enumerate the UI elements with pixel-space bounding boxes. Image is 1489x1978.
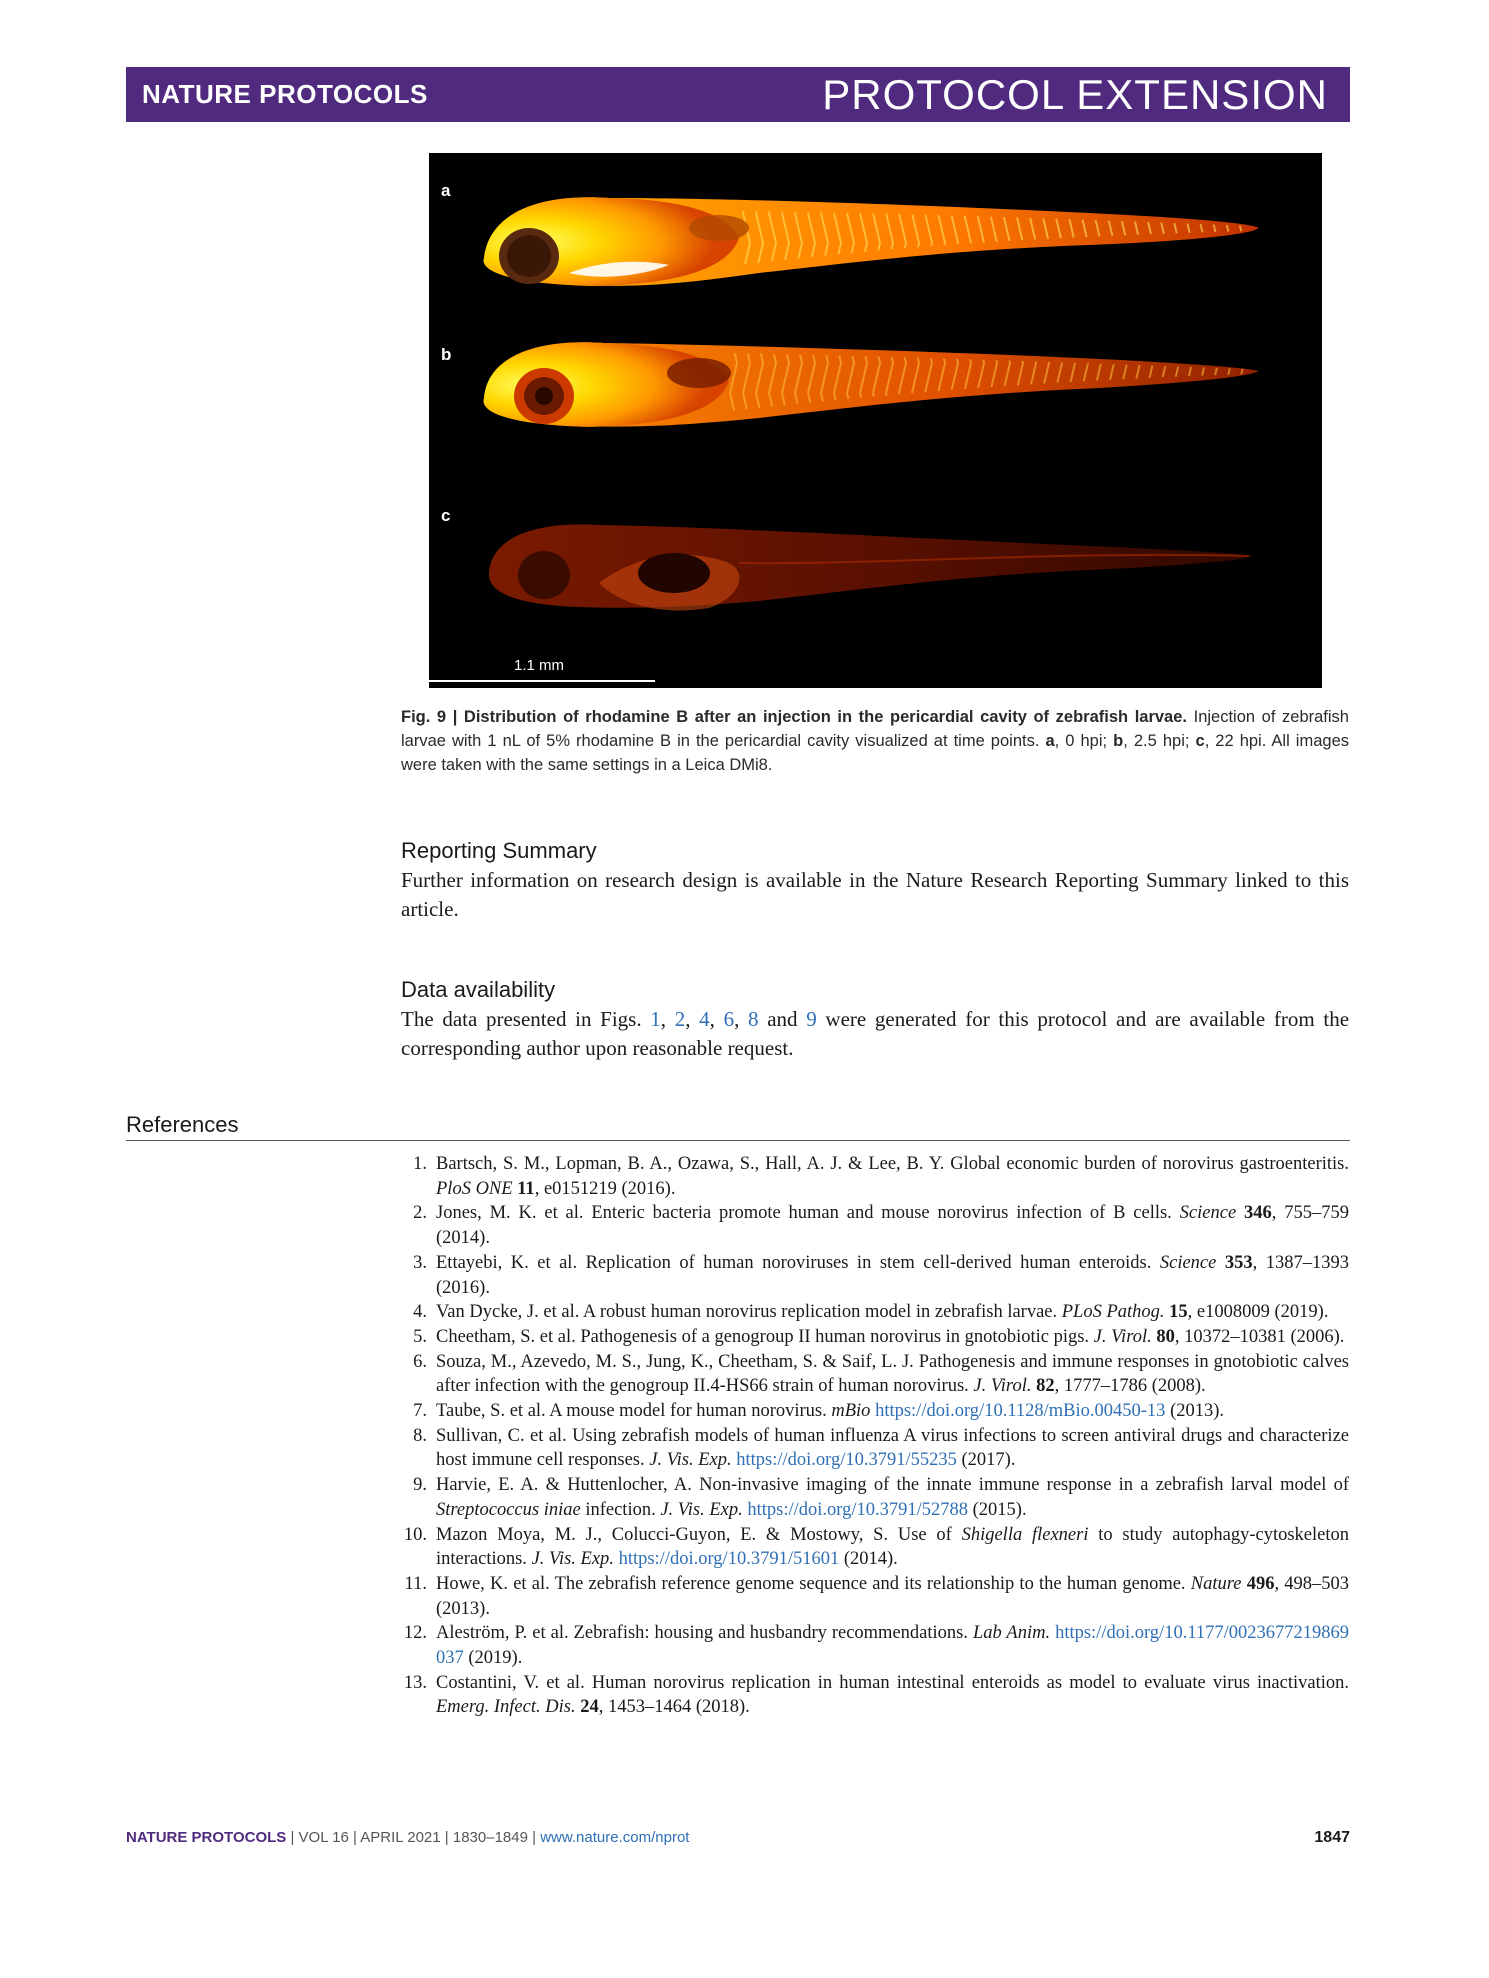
reference-item: [395, 1399, 1349, 1424]
reference-journal: J. Vis. Exp.: [531, 1549, 614, 1570]
reference-rest: (2013).: [1165, 1401, 1225, 1422]
references-heading: References: [126, 1112, 239, 1137]
data-availability-text: [401, 1005, 1349, 1063]
footer-separator: |: [444, 1829, 449, 1846]
reference-rest: , 755–759 (2014).: [436, 1203, 1350, 1249]
larva-c: [489, 524, 1254, 610]
reference-number: 1.: [413, 1154, 427, 1174]
caption-tp-c: c: [1195, 732, 1205, 750]
reference-rest: (2017).: [956, 1450, 1016, 1471]
journal-name: NATURE PROTOCOLS: [142, 79, 428, 109]
reference-journal: Lab Anim.: [972, 1623, 1051, 1644]
larva-b: [484, 342, 1259, 427]
page-footer: [126, 1829, 1350, 1847]
reference-list: [395, 1152, 1349, 1720]
reference-rest: , e1008009 (2019).: [1187, 1302, 1329, 1323]
footer-citation: [126, 1829, 689, 1847]
reference-journal: mBio: [831, 1401, 871, 1422]
reference-journal: Science: [1159, 1252, 1217, 1273]
reference-journal: Science: [1179, 1203, 1237, 1224]
reference-rest: , e0151219 (2016).: [534, 1178, 676, 1199]
separator: ,: [709, 1007, 715, 1031]
reference-rest: (2014).: [839, 1549, 898, 1570]
fig-link-9[interactable]: 9: [806, 1007, 817, 1031]
reference-journal: J. Virol.: [1093, 1326, 1152, 1347]
reference-number: 12.: [403, 1623, 427, 1644]
reference-number: 5.: [413, 1326, 427, 1347]
reference-volume: 353: [1224, 1252, 1253, 1273]
reference-species: Streptococcus iniae: [436, 1499, 581, 1520]
reference-number: 8.: [413, 1425, 427, 1446]
reference-text: Sullivan, C. et al. Using zebrafish models of human influenza A virus infections to screen antiviral drugs and characterize host immune cell responses.: [436, 1425, 1349, 1471]
footer-journal-link[interactable]: www.nature.com/nprot: [540, 1829, 690, 1846]
reference-rest: (2019).: [463, 1648, 523, 1669]
reference-doi-link[interactable]: https://doi.org/10.1177/0023677219869037: [436, 1623, 1350, 1669]
reference-rest: , 1777–1786 (2008).: [1054, 1376, 1206, 1397]
reference-journal: PloS ONE: [436, 1178, 513, 1199]
panel-label-a: a: [441, 181, 451, 200]
reference-volume: 11: [517, 1178, 535, 1199]
reference-doi-link[interactable]: https://doi.org/10.3791/55235: [736, 1450, 957, 1471]
caption-tp-c-text: , 22 hpi. All images were taken with the same settings in a Leica DMi8.: [401, 732, 1349, 774]
data-availability-rest: were generated for this protocol and are available from the corresponding author upon reasonable request.: [401, 1007, 1350, 1060]
footer-journal: NATURE PROTOCOLS: [126, 1829, 287, 1846]
reference-rest: , 10372–10381 (2006).: [1174, 1326, 1345, 1347]
reference-text: Ettayebi, K. et al. Replication of human noroviruses in stem cell-derived human enteroids.: [436, 1252, 1152, 1273]
reference-item: [395, 1350, 1349, 1399]
reference-journal: J. Virol.: [973, 1376, 1032, 1397]
reference-text: Jones, M. K. et al. Enteric bacteria promote human and mouse norovirus infection of B cells.: [436, 1203, 1172, 1224]
reference-text: Harvie, E. A. & Huttenlocher, A. Non-invasive imaging of the innate immune response in a zebrafish larval model of: [436, 1475, 1349, 1496]
footer-date: APRIL 2021: [360, 1829, 441, 1846]
reference-doi-link[interactable]: https://doi.org/10.3791/51601: [618, 1549, 840, 1570]
zebrafish-fluorescence-image: [429, 153, 1322, 688]
reference-item: [395, 1523, 1349, 1572]
reference-volume: 24: [580, 1697, 599, 1718]
reference-journal: J. Vis. Exp.: [660, 1499, 743, 1520]
reference-item: [395, 1671, 1349, 1720]
fig-link-8[interactable]: 8: [748, 1007, 759, 1031]
separator: ,: [734, 1007, 740, 1031]
reference-text: Bartsch, S. M., Lopman, B. A., Ozawa, S., Hall, A. J. & Lee, B. Y. Global economic burden of norovirus gastroenteritis.: [436, 1154, 1349, 1174]
fig-link-6[interactable]: 6: [723, 1007, 735, 1031]
references-divider: [126, 1140, 1350, 1141]
reference-journal: Nature: [1190, 1573, 1242, 1594]
reference-number: 4.: [413, 1302, 427, 1323]
reference-volume: 80: [1156, 1326, 1175, 1347]
reference-text: Taube, S. et al. A mouse model for human norovirus.: [436, 1401, 827, 1422]
reference-volume: 82: [1036, 1376, 1055, 1397]
reference-item: [395, 1473, 1349, 1522]
reference-volume: 496: [1246, 1573, 1275, 1594]
caption-tp-a-text: , 0 hpi;: [1054, 732, 1108, 750]
reference-journal: J. Vis. Exp.: [649, 1450, 732, 1471]
fig-link-2[interactable]: 2: [674, 1007, 686, 1031]
reference-text: to study autophagy-cytoskeleton interactions.: [436, 1524, 1350, 1570]
footer-separator: |: [353, 1829, 357, 1846]
reference-rest: , 498–503 (2013).: [436, 1573, 1350, 1619]
caption-tp-b: b: [1113, 732, 1124, 750]
reference-number: 3.: [413, 1252, 427, 1273]
reference-item: [395, 1424, 1349, 1473]
footer-pages: 1830–1849: [452, 1829, 528, 1846]
reference-journal: Emerg. Infect. Dis.: [436, 1697, 576, 1718]
reference-item: [395, 1152, 1349, 1201]
footer-separator: |: [532, 1829, 537, 1846]
reference-number: 7.: [413, 1401, 427, 1422]
reference-item: [395, 1251, 1349, 1300]
reference-text: Howe, K. et al. The zebrafish reference genome sequence and its relationship to the human genome.: [436, 1573, 1186, 1594]
reference-volume: 346: [1244, 1203, 1272, 1224]
reference-item: [395, 1621, 1349, 1670]
reference-item: [395, 1572, 1349, 1621]
data-availability-intro: The data presented in Figs.: [401, 1007, 642, 1031]
scale-bar-label: 1.1 mm: [514, 657, 565, 674]
header-banner: [126, 67, 1350, 122]
reference-rest: , 1453–1464 (2018).: [598, 1697, 750, 1718]
footer-separator: |: [290, 1829, 295, 1846]
fig-link-4[interactable]: 4: [699, 1007, 710, 1031]
reference-item: [395, 1201, 1349, 1250]
figure-image: [429, 153, 1322, 688]
data-availability-heading: Data availability: [401, 977, 556, 1002]
reference-text: Van Dycke, J. et al. A robust human norovirus replication model in zebrafish larvae.: [436, 1302, 1058, 1323]
caption-title: Fig. 9 | Distribution of rhodamine B after an injection in the pericardial cavity of zebrafish larvae.: [401, 708, 1187, 726]
reference-volume: 15: [1169, 1302, 1188, 1323]
reference-number: 9.: [413, 1475, 427, 1496]
panel-label-c: c: [441, 506, 451, 525]
reference-rest: (2015).: [968, 1499, 1027, 1520]
caption-tp-b-text: , 2.5 hpi;: [1123, 732, 1190, 750]
footer-volume: VOL 16: [298, 1829, 349, 1846]
reference-text: Costantini, V. et al. Human norovirus replication in human intestinal enteroids as model to evaluate virus inactivation.: [436, 1672, 1349, 1693]
reference-species: Shigella flexneri: [961, 1524, 1089, 1545]
panel-label-b: b: [441, 345, 452, 364]
page-number: 1847: [1314, 1829, 1350, 1846]
reference-number: 13.: [403, 1672, 427, 1693]
reference-number: 10.: [403, 1524, 427, 1545]
figure-caption: [401, 705, 1349, 777]
reference-doi-link[interactable]: https://doi.org/10.1128/mBio.00450-13: [875, 1401, 1166, 1422]
reference-doi-link[interactable]: https://doi.org/10.3791/52788: [747, 1499, 968, 1520]
reporting-summary-text: Further information on research design is available in the Nature Research Reporting Summary linked to this article.: [401, 868, 1349, 921]
reference-text: Aleström, P. et al. Zebrafish: housing and husbandry recommendations.: [436, 1623, 968, 1644]
reporting-summary-heading: Reporting Summary: [401, 838, 597, 863]
reference-text: Souza, M., Azevedo, M. S., Jung, K., Cheetham, S. & Saif, L. J. Pathogenesis and immune responses in gnotobiotic calves after infection with the genogroup II.4-HS66 strain of human norovirus.: [436, 1351, 1349, 1397]
reference-rest: , 1387–1393 (2016).: [436, 1252, 1349, 1298]
separator: ,: [685, 1007, 691, 1031]
reference-text: infection.: [585, 1499, 656, 1520]
reference-item: [395, 1325, 1349, 1350]
larva-a: [484, 197, 1259, 286]
reference-item: [395, 1300, 1349, 1325]
reference-text: Cheetham, S. et al. Pathogenesis of a genogroup II human norovirus in gnotobiotic pigs.: [436, 1326, 1090, 1347]
fig-link-1[interactable]: 1: [650, 1007, 661, 1031]
reference-text: Mazon Moya, M. J., Colucci-Guyon, E. & Mostowy, S. Use of: [436, 1524, 952, 1545]
conjunction: and: [767, 1007, 798, 1031]
separator: ,: [660, 1007, 667, 1031]
reference-number: 6.: [413, 1351, 427, 1372]
reference-journal: PLoS Pathog.: [1061, 1302, 1165, 1323]
article-type: PROTOCOL EXTENSION: [822, 70, 1328, 118]
reference-number: 2.: [413, 1203, 427, 1224]
reference-number: 11.: [404, 1573, 427, 1594]
caption-tp-a: a: [1045, 732, 1055, 750]
caption-text: Injection of zebrafish larvae with 1 nL of 5% rhodamine B in the pericardial cavity visualized at time points.: [401, 708, 1349, 750]
